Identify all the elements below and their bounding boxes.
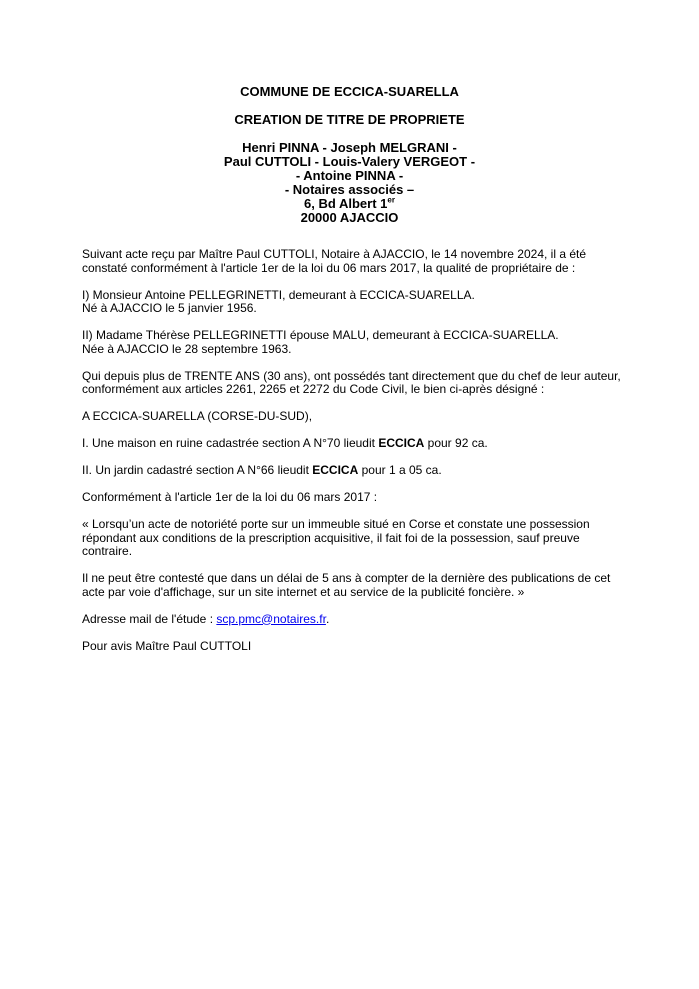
notary-names-line: Henri PINNA - Joseph MELGRANI -	[242, 140, 457, 155]
text-line	[82, 464, 617, 478]
notary-names-line: - Antoine PINNA -	[295, 168, 404, 183]
notary-names-line: - Notaires associés –	[284, 182, 415, 197]
text-line: contraire.	[82, 544, 133, 558]
email-label: Adresse mail de l'étude :	[82, 611, 217, 626]
paragraph-quote-2	[82, 572, 617, 599]
document-header	[82, 85, 617, 225]
text-line: II) Madame Thérèse PELLEGRINETTI épouse MALU, demeurant à ECCICA-SUARELLA.	[82, 328, 559, 342]
text-line	[82, 437, 617, 451]
paragraph-owner-1	[82, 289, 617, 316]
text-line: constaté conformément à l'article 1er de la loi du 06 mars 2017, la qualité de propriétaire de :	[82, 260, 576, 275]
document-title: CREATION DE TITRE DE PROPRIETE	[234, 112, 465, 127]
paragraph-quote-1	[82, 518, 617, 559]
property-item-2	[82, 464, 617, 478]
item-text: I. Une maison en ruine cadastrée section A N°70 lieudit	[82, 436, 379, 450]
lieudit-name: ECCICA	[378, 436, 425, 450]
notaries-block	[82, 141, 617, 225]
email-period: .	[325, 611, 330, 626]
text-line: Qui depuis plus de TRENTE ANS (30 ans), ont possédés tant directement que du chef de leur auteur,	[82, 368, 621, 383]
notary-names-line: Paul CUTTOLI - Louis-Valery VERGEOT -	[223, 154, 476, 169]
paragraph-owner-2	[82, 329, 617, 356]
paragraph-possession	[82, 368, 621, 397]
ordinal-superscript: er	[387, 195, 395, 205]
item-text: pour 1 a 05 ca.	[358, 463, 442, 477]
document-content	[82, 84, 621, 667]
text-line: « Lorsqu’un acte de notoriété porte sur un immeuble situé en Corse et constate une possession	[82, 517, 590, 531]
text-line: conformément aux articles 2261, 2265 et 2272 du Code Civil, le bien ci-après désigné :	[82, 382, 545, 396]
text-line	[82, 613, 617, 627]
text-line: Pour avis Maître Paul CUTTOLI	[82, 638, 252, 653]
paragraph-location	[82, 410, 617, 424]
document-body	[82, 247, 621, 653]
paragraph-email	[82, 613, 617, 627]
text-line: répondant aux conditions de la prescription acquisitive, il fait foi de la possession, sauf preuve	[82, 530, 580, 545]
text-line: Conformément à l'article 1er de la loi du 06 mars 2017 :	[82, 490, 378, 504]
text-line: Suivant acte reçu par Maître Paul CUTTOLI, Notaire à AJACCIO, le 14 novembre 2024, il a été	[82, 247, 587, 261]
text-line: Il ne peut être contesté que dans un délai de 5 ans à compter de la dernière des publications de cet	[82, 571, 611, 585]
email-link[interactable]: scp.pmc@notaires.fr	[216, 611, 326, 626]
office-address-city: 20000 AJACCIO	[300, 210, 399, 225]
paragraph-signoff	[82, 640, 617, 654]
text-line: acte par voie d'affichage, sur un site internet et au service de la publicité foncière. »	[82, 584, 525, 599]
item-text: II. Un jardin cadastré section A N°66 lieudit	[82, 463, 313, 477]
text-line: I) Monsieur Antoine PELLEGRINETTI, demeurant à ECCICA-SUARELLA.	[82, 287, 475, 302]
property-item-1	[82, 437, 617, 451]
office-address-street	[82, 197, 617, 211]
text-line: Né à AJACCIO le 5 janvier 1956.	[82, 301, 257, 315]
commune-title: COMMUNE DE ECCICA-SUARELLA	[240, 84, 459, 99]
text-line: A ECCICA-SUARELLA (CORSE-DU-SUD),	[82, 409, 313, 423]
text-line: Née à AJACCIO le 28 septembre 1963.	[82, 341, 292, 356]
item-text: pour 92 ca.	[424, 436, 488, 450]
paragraph-acte	[82, 248, 617, 275]
address-street-text: 6, Bd Albert 1	[304, 196, 388, 211]
lieudit-name: ECCICA	[312, 463, 359, 477]
paragraph-law-reference	[82, 491, 617, 505]
